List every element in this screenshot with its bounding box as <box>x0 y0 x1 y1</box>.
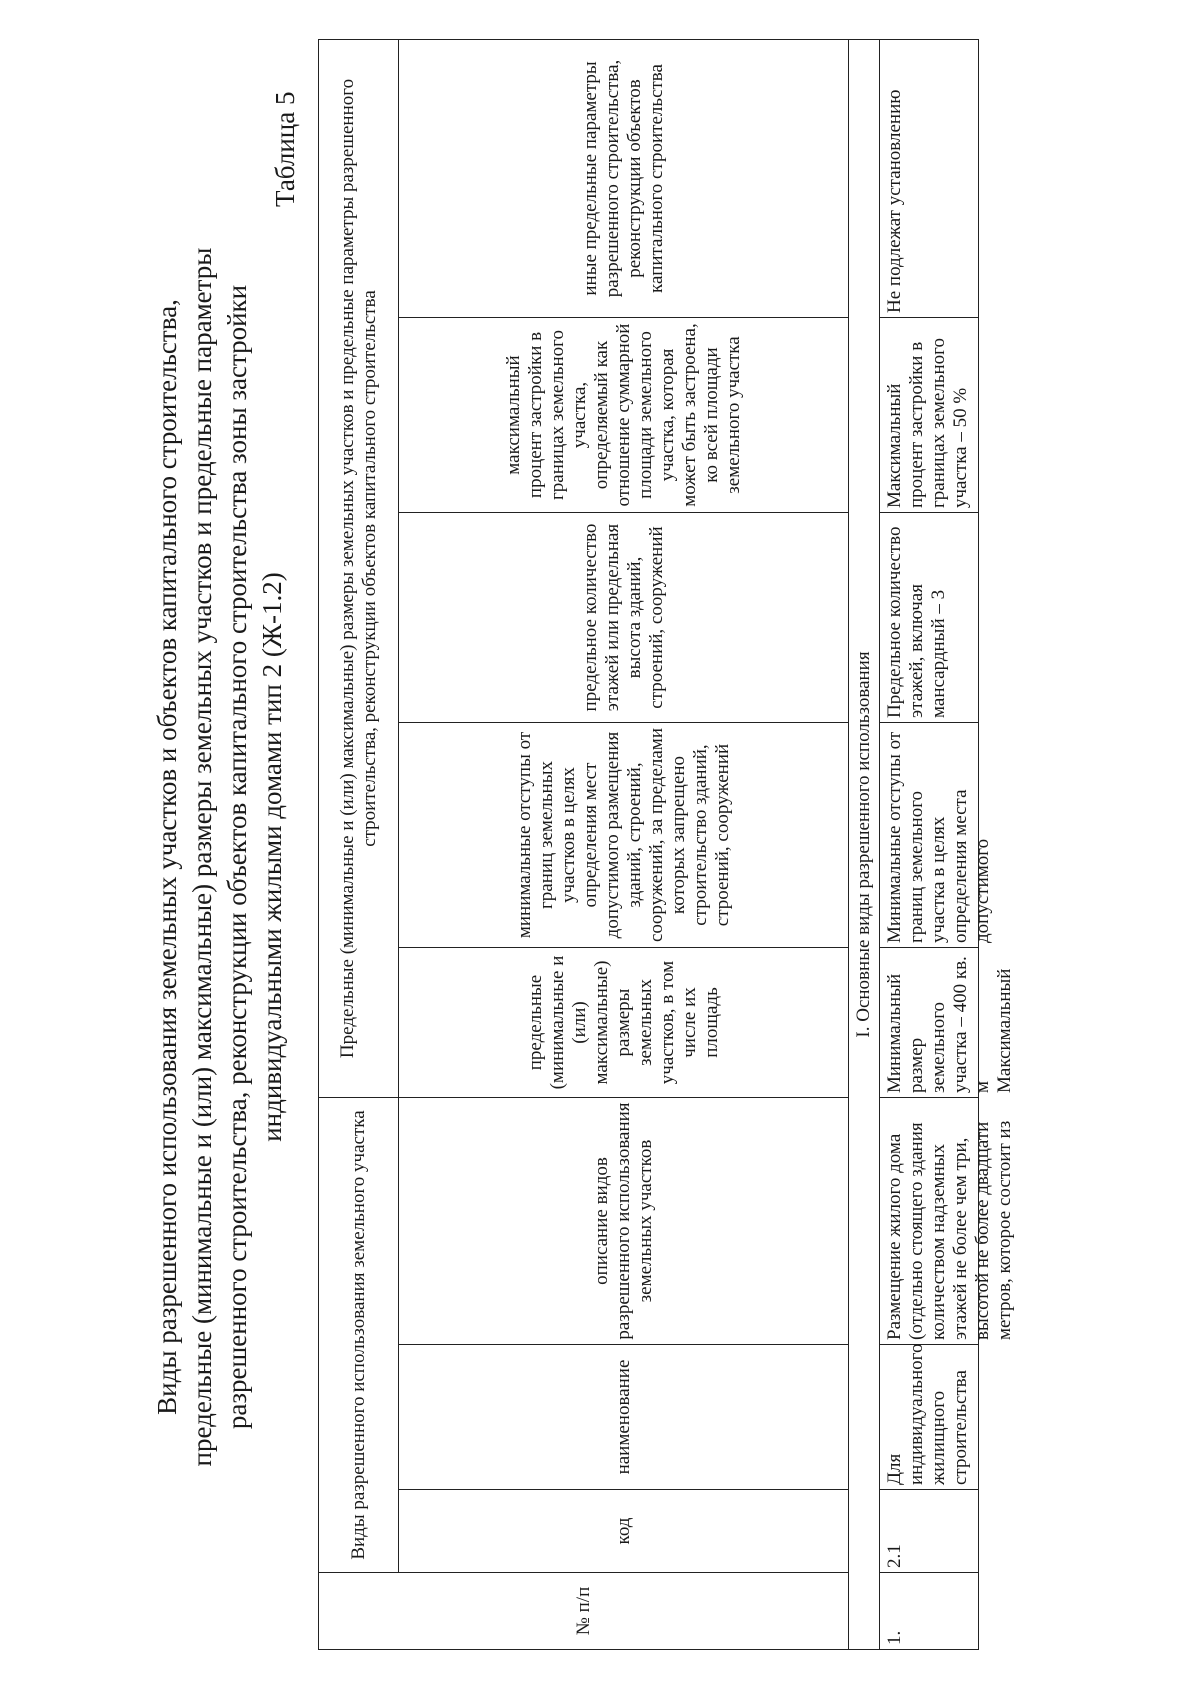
header-num: № п/п <box>319 1573 849 1650</box>
row-code: 2.1 <box>880 1490 979 1573</box>
document-title <box>150 57 290 1657</box>
table-row <box>880 39 979 1649</box>
header-size: предельные (минимальные и (или) максимальные) размеры земельных участков, в том числе их площадь <box>399 948 849 1098</box>
header-description: описание видов разрешенного использования земельных участков <box>399 1098 849 1345</box>
row-floors: Предельное количество этажей, включая мансардный – 3 <box>880 513 979 723</box>
row-other: Не подлежат установлению <box>880 39 979 317</box>
header-code: код <box>399 1490 849 1573</box>
header-setbacks: минимальные отступы от границ земельных участков в целях определения мест допустимого размещения зданий, строений, сооружений, за пределами которых запрещено строительство зданий, строений, сооружений <box>399 723 849 948</box>
title-line-4: индивидуальными жилыми домами тип 2 (Ж-1.2) <box>257 572 287 1142</box>
header-group-params: Предельные (минимальные и (или) максимальные) размеры земельных участков и предельные параметры разрешенного строительства, реконструкции объектов капитального строительства <box>319 39 399 1097</box>
header-other: иные предельные параметры разрешенного строительства, реконструкции объектов капитального строительства <box>399 39 849 317</box>
title-line-1: Виды разрешенного использования земельных участков и объектов капитального строительства, <box>152 299 182 1415</box>
section-title: I. Основные виды разрешенного использования <box>849 39 880 1649</box>
row-description: Размещение жилого дома (отдельно стоящего здания количеством надземных этажей не более чем три, высотой не более двадцати метров, которое состоит из <box>880 1098 979 1345</box>
title-line-2: предельные (минимальные и (или) максимальные) размеры земельных участков и предельные параметры <box>187 247 217 1467</box>
row-num: 1. <box>880 1573 979 1650</box>
header-group-use: Виды разрешенного использования земельного участка <box>319 1098 399 1573</box>
row-name: Для индивидуального жилищного строительства <box>880 1345 979 1490</box>
header-name: наименование <box>399 1345 849 1490</box>
title-line-3: разрешенного строительства, реконструкции объектов капитального строительства зоны застройки <box>222 284 252 1430</box>
header-coverage: максимальный процент застройки в границах земельного участка, определяемый как отношение суммарной площади земельного участка, которая может быть застроена, ко всей площади земельного участка <box>399 318 849 513</box>
row-setbacks: Минимальные отступы от границ земельного участка в целях определения места допустимого <box>880 723 979 948</box>
table-label: Таблица 5 <box>270 91 300 207</box>
row-size: Минимальный размер земельного участка – 400 кв. м Максимальный <box>880 948 979 1098</box>
row-coverage: Максимальный процент застройки в границах земельного участка – 50 % <box>880 318 979 513</box>
regulations-table <box>318 39 1015 1650</box>
header-floors: предельное количество этажей или предельная высота зданий, строений, сооружений <box>399 513 849 723</box>
